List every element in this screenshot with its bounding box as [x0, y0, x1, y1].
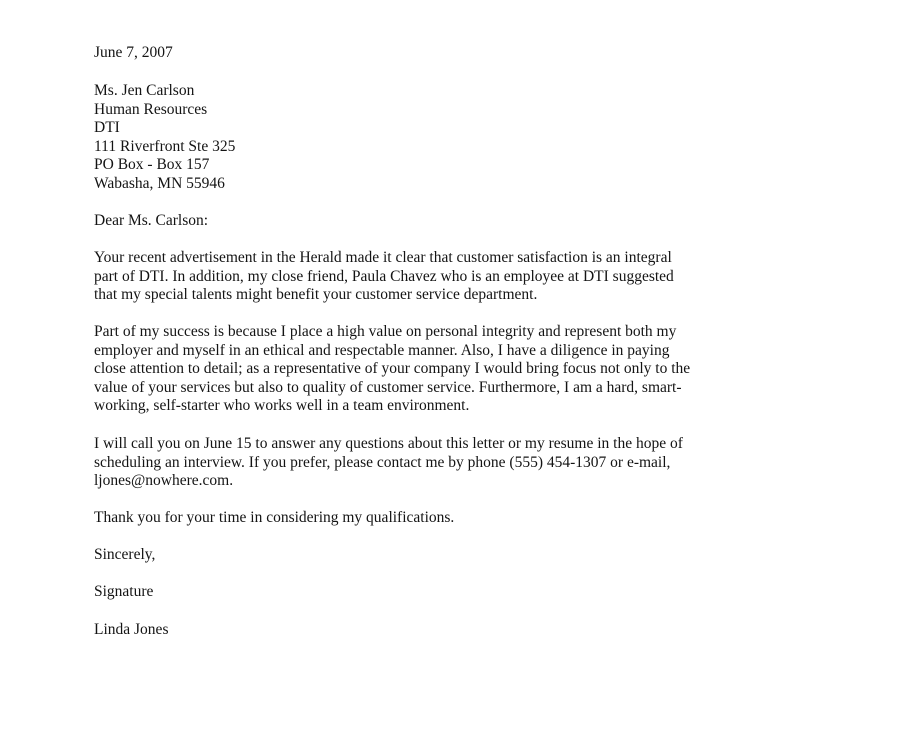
letter-date: June 7, 2007 — [94, 44, 173, 61]
thanks-line: Thank you for your time in considering my qualifications. — [94, 509, 455, 526]
paragraph-line: employer and myself in an ethical and respectable manner. Also, I have a diligence in paying — [94, 341, 670, 359]
paragraph-line: value of your services but also to quality of customer service. Furthermore, I am a hard, smart- — [94, 378, 682, 396]
sender-name: Linda Jones — [94, 621, 169, 638]
paragraph-line: working, self-starter who works well in a team environment. — [94, 397, 470, 415]
paragraph-line: I will call you on June 15 to answer any questions about this letter or my resume in the hope of — [94, 435, 683, 452]
signature-line: Signature — [94, 583, 154, 600]
closing: Sincerely, — [94, 546, 156, 563]
paragraph-line: that my special talents might benefit your customer service department. — [94, 286, 538, 304]
recipient-company: DTI — [94, 119, 120, 137]
salutation: Dear Ms. Carlson: — [94, 212, 209, 229]
paragraph-line: Your recent advertisement in the Herald made it clear that customer satisfaction is an integral — [94, 249, 672, 266]
recipient-name: Ms. Jen Carlson — [94, 82, 195, 99]
paragraph-line: part of DTI. In addition, my close friend, Paula Chavez who is an employee at DTI suggested — [94, 267, 674, 285]
paragraph-line: ljones@nowhere.com. — [94, 472, 234, 490]
paragraph-line: Part of my success is because I place a high value on personal integrity and represent both my — [94, 323, 677, 340]
paragraph-line: close attention to detail; as a representative of your company I would bring focus not only to the — [94, 360, 691, 378]
recipient-department: Human Resources — [94, 100, 208, 118]
recipient-city-state-zip: Wabasha, MN 55946 — [94, 175, 225, 192]
recipient-street: 111 Riverfront Ste 325 — [94, 137, 236, 155]
recipient-po-box: PO Box - Box 157 — [94, 156, 210, 174]
paragraph-line: scheduling an interview. If you prefer, please contact me by phone (555) 454-1307 or e-mail, — [94, 453, 671, 471]
